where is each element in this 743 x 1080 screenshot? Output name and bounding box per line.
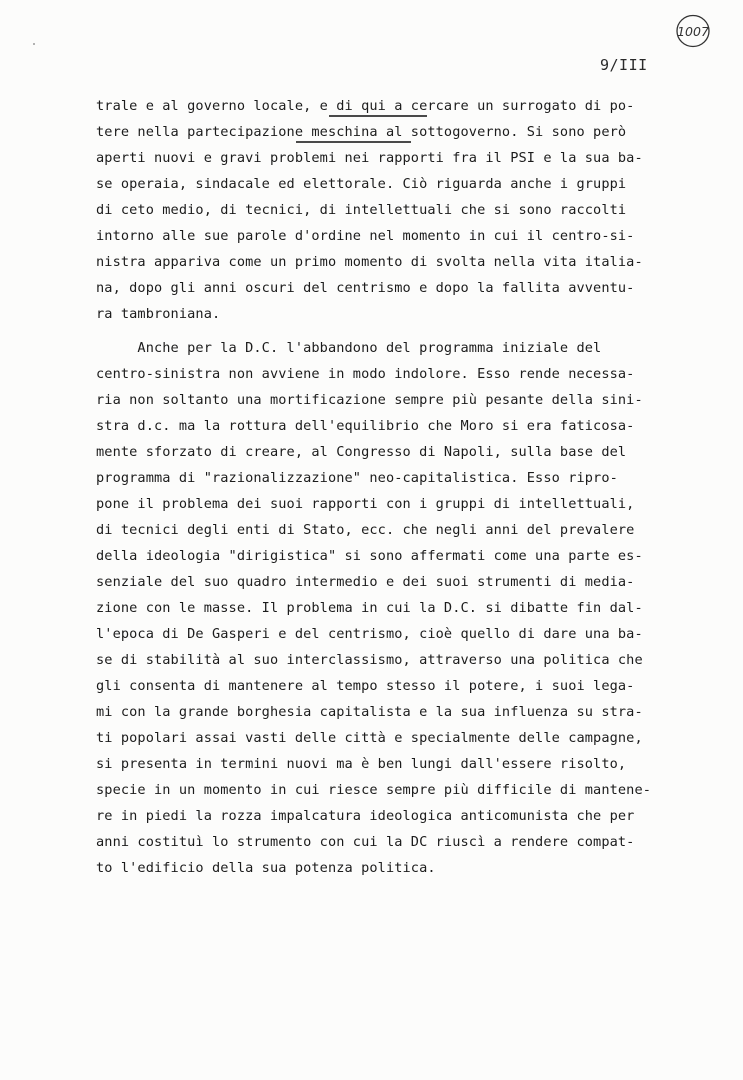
text-line: ria non soltanto una mortificazione sempre più pesante della sini-	[96, 392, 643, 408]
text-line: na, dopo gli anni oscuri del centrismo e dopo la fallita avventu-	[96, 280, 635, 296]
text-line: ra tambroniana.	[96, 306, 221, 322]
text-line: se di stabilità al suo interclassismo, attraverso una politica che	[96, 652, 643, 668]
text-line: gli consenta di mantenere al tempo stesso il potere, i suoi lega-	[96, 678, 635, 694]
text-line: l'epoca di De Gasperi e del centrismo, cioè quello di dare una ba-	[96, 626, 643, 642]
text-line: re in piedi la rozza impalcatura ideologica anticomunista che per	[96, 808, 635, 824]
text-line: specie in un momento in cui riesce sempre più difficile di mantene-	[96, 782, 652, 798]
text-line: intorno alle sue parole d'ordine nel momento in cui il centro-si-	[96, 228, 635, 244]
text-line: tere nella partecipazione meschina al sottogoverno. Si sono però	[96, 124, 627, 140]
text-line: mi con la grande borghesia capitalista e la sua influenza su stra-	[96, 704, 643, 720]
text-line: di tecnici degli enti di Stato, ecc. che negli anni del prevalere	[96, 522, 635, 538]
paper-speck	[33, 43, 35, 45]
text-line: si presenta in termini nuovi ma è ben lungi dall'essere risolto,	[96, 756, 627, 772]
text-line: centro-sinistra non avviene in modo indolore. Esso rende necessa-	[96, 366, 635, 382]
text-line: mente sforzato di creare, al Congresso di Napoli, sulla base del	[96, 444, 627, 460]
archive-number-stamp	[675, 13, 711, 49]
text-line: nistra appariva come un primo momento di svolta nella vita italia-	[96, 254, 643, 270]
text-line: di ceto medio, di tecnici, di intellettuali che si sono raccolti	[96, 202, 627, 218]
text-line: trale e al governo locale, e di qui a cercare un surrogato di po-	[96, 98, 635, 114]
text-line: aperti nuovi e gravi problemi nei rapporti fra il PSI e la sua ba-	[96, 150, 643, 166]
text-line: programma di "razionalizzazione" neo-capitalistica. Esso ripro-	[96, 470, 618, 486]
archive-number: 1007	[677, 24, 709, 39]
text-line: Anche per la D.C. l'abbandono del programma iniziale del	[96, 340, 602, 356]
text-line: ti popolari assai vasti delle città e specialmente delle campagne,	[96, 730, 643, 746]
text-line: to l'edificio della sua potenza politica.	[96, 860, 436, 876]
text-line: pone il problema dei suoi rapporti con i gruppi di intellettuali,	[96, 496, 635, 512]
text-line: della ideologia "dirigistica" si sono affermati come una parte es-	[96, 548, 643, 564]
text-line: senziale del suo quadro intermedio e dei suoi strumenti di media-	[96, 574, 635, 590]
page-number: 9/III	[600, 56, 648, 74]
text-line: stra d.c. ma la rottura dell'equilibrio che Moro si era faticosa-	[96, 418, 635, 434]
strikethrough-mark	[329, 115, 427, 117]
text-line: zione con le masse. Il problema in cui la D.C. si dibatte fin dal-	[96, 600, 643, 616]
strikethrough-mark	[296, 141, 411, 143]
text-line: se operaia, sindacale ed elettorale. Ciò riguarda anche i gruppi	[96, 176, 627, 192]
text-line: anni costituì lo strumento con cui la DC riuscì a rendere compat-	[96, 834, 635, 850]
